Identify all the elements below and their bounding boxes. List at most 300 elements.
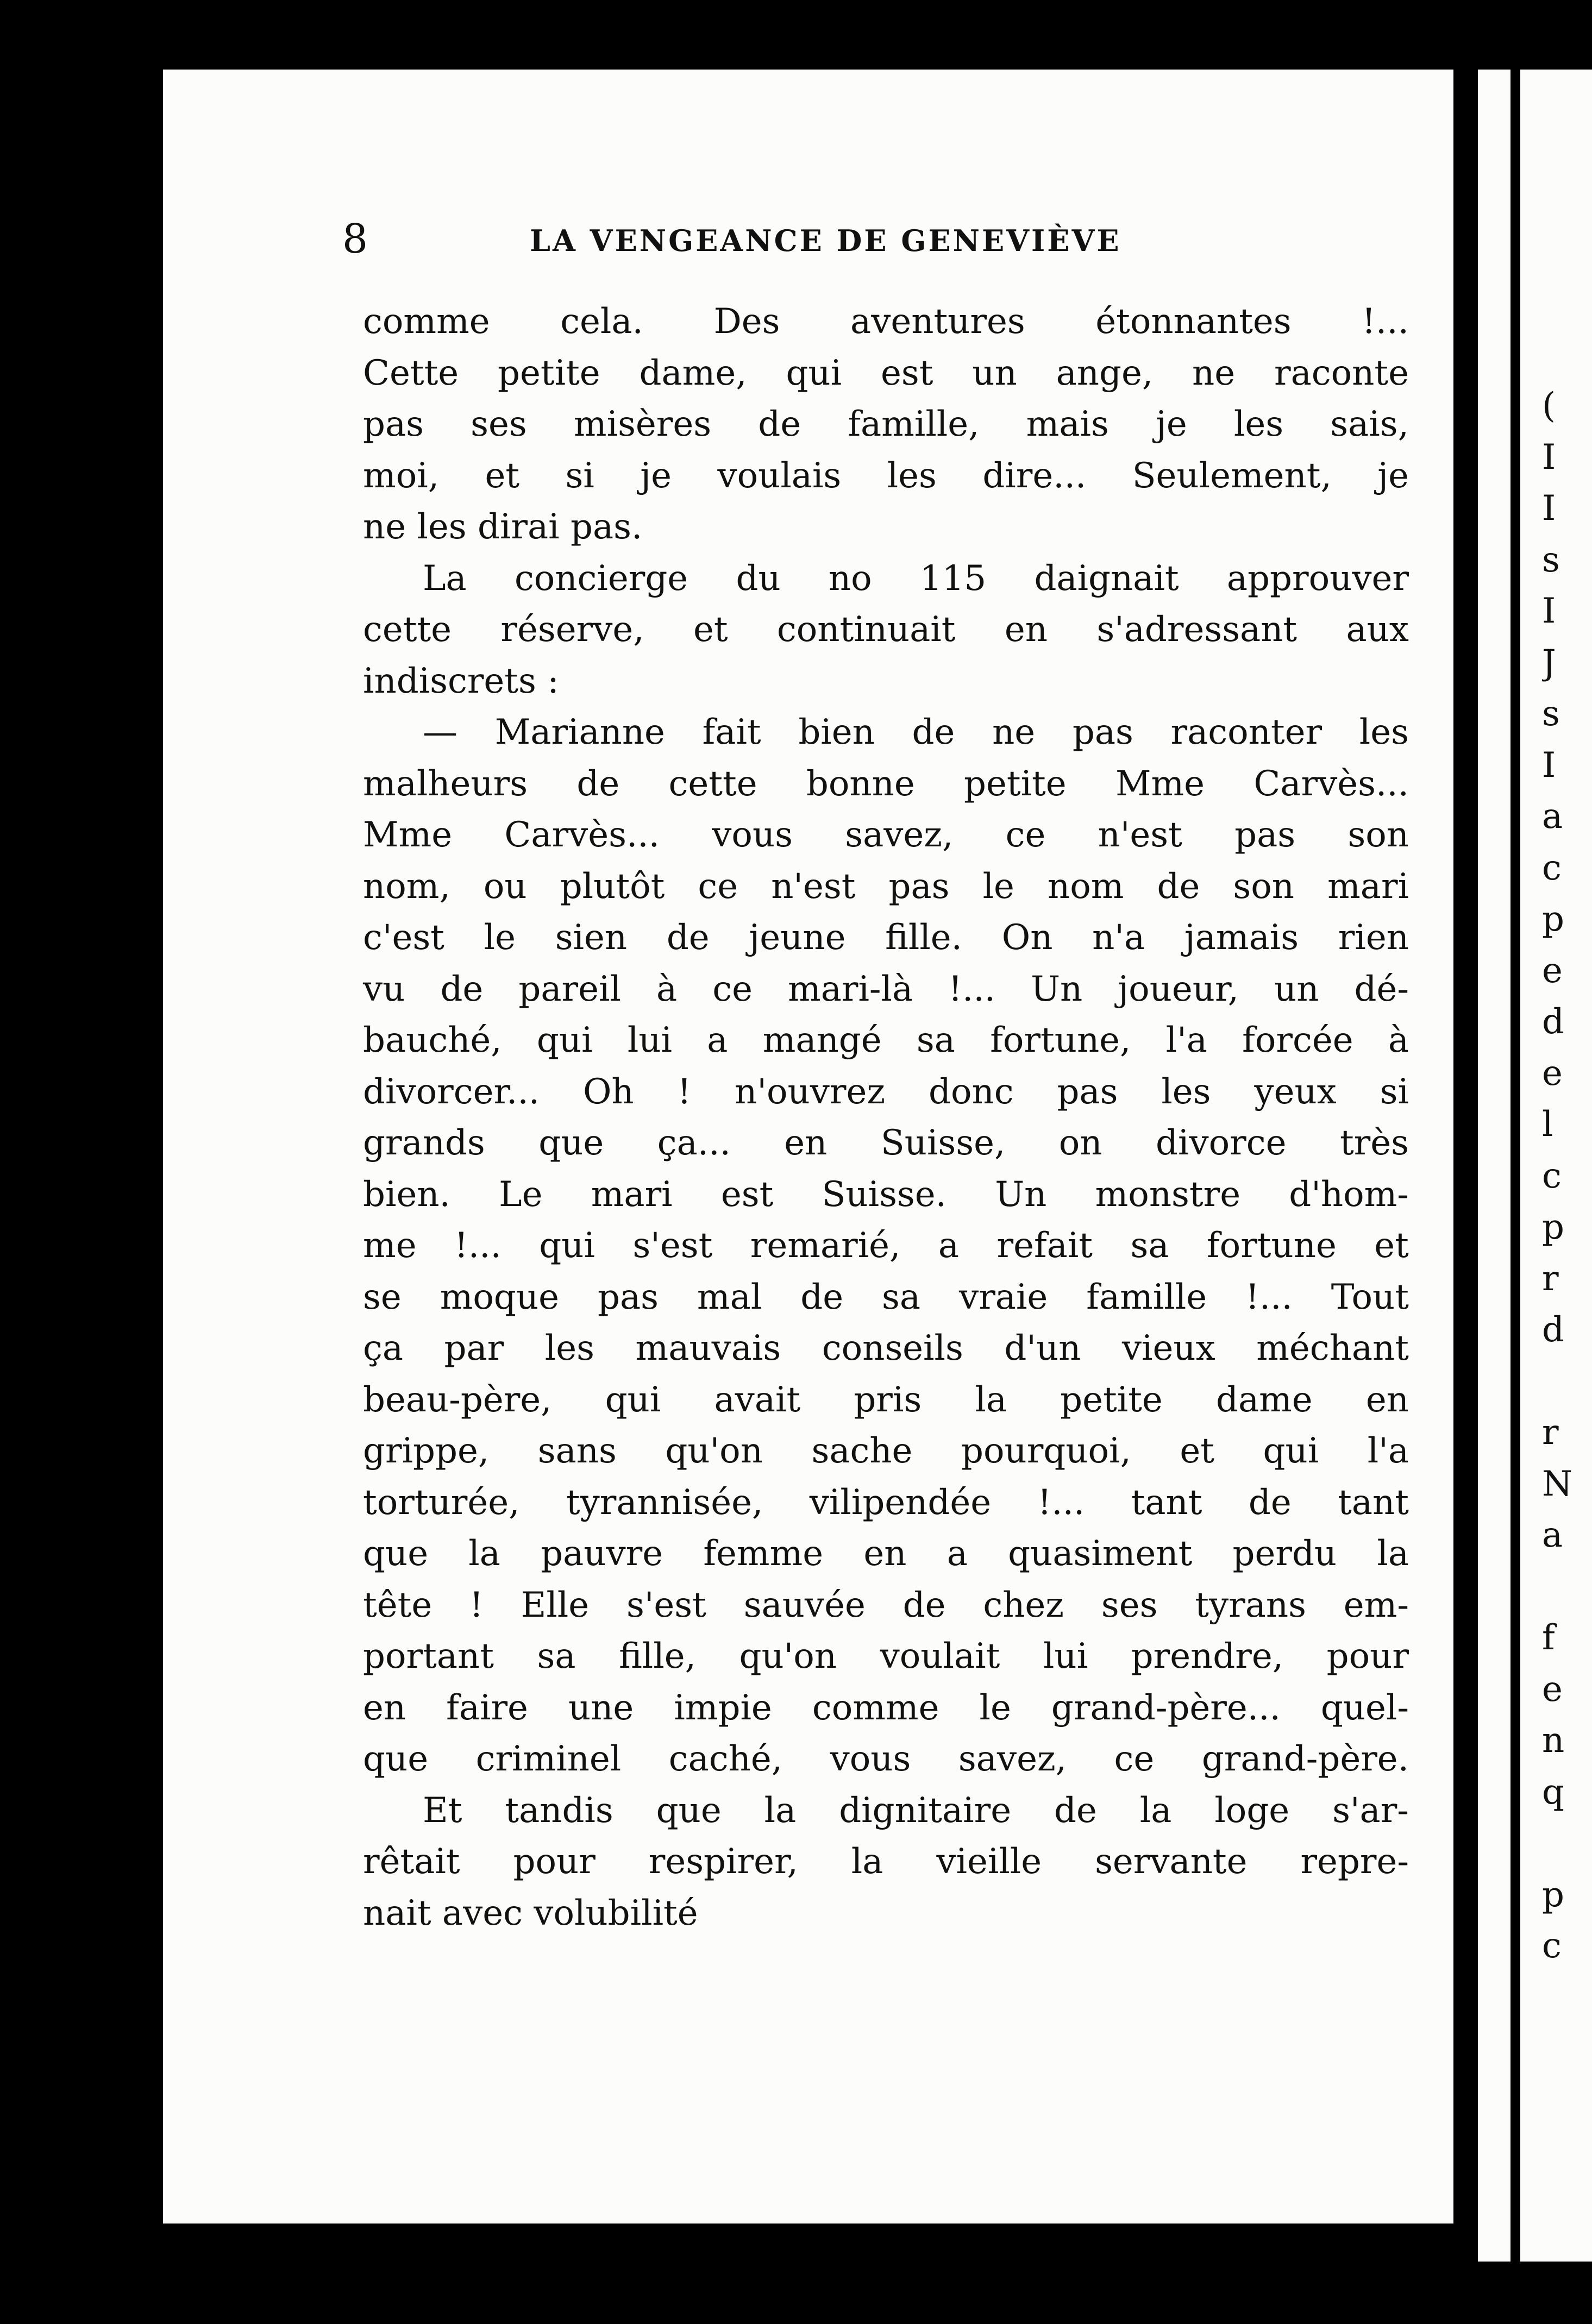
word: les bbox=[1359, 712, 1409, 752]
word: un bbox=[972, 353, 1017, 393]
word: très bbox=[1339, 1123, 1409, 1163]
page-number: 8 bbox=[342, 216, 368, 262]
word: sa bbox=[916, 1020, 955, 1060]
word: rien bbox=[1338, 918, 1409, 958]
word: de bbox=[440, 969, 484, 1009]
word: fille, bbox=[619, 1636, 696, 1676]
word: tête bbox=[363, 1585, 433, 1625]
word: nom bbox=[1047, 866, 1124, 907]
word: quasiment bbox=[1008, 1534, 1193, 1574]
word: la bbox=[975, 1379, 1007, 1420]
adjacent-page-fragment: ( bbox=[1542, 386, 1556, 426]
text-line bbox=[363, 399, 1409, 450]
word: pas bbox=[1072, 712, 1133, 752]
text-line bbox=[363, 1528, 1409, 1580]
word: cette bbox=[363, 610, 452, 650]
text-line bbox=[363, 707, 1409, 758]
word: jamais bbox=[1184, 918, 1299, 958]
word: d'hom- bbox=[1289, 1174, 1409, 1215]
word: dame, bbox=[639, 353, 747, 393]
word: chez bbox=[983, 1585, 1064, 1625]
word: dame bbox=[1215, 1379, 1313, 1420]
word: a bbox=[707, 1020, 728, 1060]
adjacent-page-fragment: p bbox=[1542, 1207, 1564, 1247]
word: qu'on bbox=[665, 1431, 763, 1471]
word: remarié, bbox=[750, 1226, 901, 1266]
word: bien bbox=[798, 712, 875, 752]
word: sien bbox=[555, 918, 628, 958]
word: !... bbox=[454, 1226, 502, 1266]
text-line bbox=[363, 1836, 1409, 1888]
word: Mme bbox=[1115, 763, 1205, 804]
word: la bbox=[764, 1790, 797, 1831]
word: perdu bbox=[1232, 1534, 1337, 1574]
text-line bbox=[363, 1323, 1409, 1374]
adjacent-page-fragment: d bbox=[1542, 1310, 1564, 1350]
adjacent-page-fragment: I bbox=[1542, 591, 1556, 631]
word: mangé bbox=[762, 1020, 882, 1060]
word: ange, bbox=[1056, 353, 1154, 393]
word: forcée bbox=[1242, 1020, 1353, 1060]
word: mauvais bbox=[635, 1328, 781, 1368]
word: de bbox=[576, 763, 620, 804]
word: Et bbox=[423, 1790, 462, 1831]
word: voulais bbox=[717, 455, 842, 496]
word: pas bbox=[597, 1277, 659, 1317]
word: daignait bbox=[1034, 558, 1179, 599]
word: que bbox=[363, 1534, 429, 1574]
text-line bbox=[363, 1477, 1409, 1529]
word: les bbox=[544, 1328, 594, 1368]
word: !... bbox=[948, 969, 995, 1009]
word: une bbox=[568, 1687, 634, 1728]
word: Un bbox=[995, 1174, 1047, 1215]
word: famille bbox=[1086, 1277, 1207, 1317]
word: conseils bbox=[822, 1328, 963, 1368]
word: savez, bbox=[958, 1739, 1067, 1779]
word: méchant bbox=[1256, 1328, 1409, 1368]
word: sa bbox=[1130, 1226, 1169, 1266]
word: son bbox=[1233, 866, 1295, 907]
word: s'est bbox=[626, 1585, 706, 1625]
word: fille. bbox=[885, 918, 963, 958]
word: vraie bbox=[959, 1277, 1048, 1317]
word: c'est bbox=[363, 918, 444, 958]
word: pas bbox=[1234, 815, 1296, 855]
word: — bbox=[423, 712, 457, 752]
word: n'ouvrez bbox=[735, 1071, 886, 1112]
adjacent-page-fragment: s bbox=[1542, 694, 1560, 734]
word: vieux bbox=[1121, 1328, 1215, 1368]
word: Le bbox=[499, 1174, 543, 1215]
adjacent-page-fragment: e bbox=[1542, 950, 1563, 991]
word: de bbox=[902, 1585, 946, 1625]
word: Des bbox=[713, 302, 780, 342]
word: sa bbox=[537, 1636, 576, 1676]
word: moque bbox=[440, 1277, 559, 1317]
word: ses bbox=[1101, 1585, 1158, 1625]
adjacent-page-fragment: l bbox=[1542, 1104, 1553, 1145]
word: ou bbox=[483, 866, 527, 907]
word: portant bbox=[363, 1636, 494, 1676]
word: de bbox=[1157, 866, 1200, 907]
word: beau-père, bbox=[363, 1379, 552, 1420]
word: les bbox=[1161, 1071, 1211, 1112]
word: no bbox=[828, 558, 872, 599]
word: et bbox=[1180, 1431, 1214, 1471]
word: est bbox=[880, 353, 933, 393]
word: et bbox=[1374, 1226, 1409, 1266]
word: les bbox=[1233, 404, 1284, 444]
word: Un bbox=[1031, 969, 1083, 1009]
word: s'est bbox=[632, 1226, 713, 1266]
adjacent-page-fragment: a bbox=[1542, 796, 1563, 837]
word: si bbox=[565, 455, 594, 496]
text-line bbox=[363, 296, 1409, 348]
word: tyrannisée, bbox=[566, 1482, 763, 1523]
adjacent-page-fragment: s bbox=[1542, 539, 1560, 580]
word: tandis bbox=[505, 1790, 613, 1831]
word: tant bbox=[1338, 1482, 1409, 1523]
adjacent-page-fragment: c bbox=[1542, 847, 1562, 888]
text-line bbox=[363, 964, 1409, 1015]
word: prendre, bbox=[1131, 1636, 1284, 1676]
word: de bbox=[912, 712, 955, 752]
text-line bbox=[363, 1425, 1409, 1477]
word: sache bbox=[811, 1431, 913, 1471]
word: qui bbox=[786, 353, 842, 393]
adjacent-page-text-fragments bbox=[1542, 380, 1592, 1972]
adjacent-page-fragment: p bbox=[1542, 899, 1564, 939]
word: grands bbox=[363, 1123, 485, 1163]
word: monstre bbox=[1095, 1174, 1241, 1215]
word: jeune bbox=[749, 918, 846, 958]
word: de bbox=[758, 404, 801, 444]
word: Suisse, bbox=[880, 1123, 1006, 1163]
word: voulait bbox=[880, 1636, 1000, 1676]
word: pas bbox=[363, 404, 424, 444]
word: tant bbox=[1131, 1482, 1202, 1523]
word: lui bbox=[627, 1020, 672, 1060]
word: dé- bbox=[1354, 969, 1409, 1009]
word: Carvès... bbox=[504, 815, 660, 855]
word: ! bbox=[469, 1585, 484, 1625]
word: concierge bbox=[514, 558, 688, 599]
adjacent-page-fragment: N bbox=[1542, 1464, 1572, 1504]
word: em- bbox=[1343, 1585, 1409, 1625]
word: torturée, bbox=[363, 1482, 520, 1523]
word: sans bbox=[537, 1431, 617, 1471]
word: les bbox=[887, 455, 937, 496]
word: !... bbox=[1037, 1482, 1085, 1523]
text-line bbox=[363, 1785, 1409, 1837]
word: savez, bbox=[845, 815, 954, 855]
word: petite bbox=[1060, 1379, 1163, 1420]
text-line bbox=[363, 604, 1409, 656]
word: faire bbox=[446, 1687, 528, 1728]
word: grand-père. bbox=[1201, 1739, 1409, 1779]
word: plutôt bbox=[560, 866, 665, 907]
word: de bbox=[1248, 1482, 1292, 1523]
word: ce bbox=[1114, 1739, 1155, 1779]
word: pour bbox=[513, 1842, 596, 1882]
word: fait bbox=[702, 712, 761, 752]
word: pris bbox=[854, 1379, 922, 1420]
word: dire... bbox=[982, 455, 1087, 496]
word: Elle bbox=[521, 1585, 590, 1625]
word: est bbox=[720, 1174, 774, 1215]
word: qui bbox=[539, 1226, 595, 1266]
word: sauvée bbox=[743, 1585, 866, 1625]
word: petite bbox=[498, 353, 600, 393]
word: un bbox=[1274, 969, 1319, 1009]
word: mal bbox=[697, 1277, 762, 1317]
word: pas bbox=[1057, 1071, 1118, 1112]
word: lui bbox=[1043, 1636, 1088, 1676]
body-text bbox=[363, 296, 1409, 1939]
word: raconte bbox=[1274, 353, 1409, 393]
word: tyrans bbox=[1195, 1585, 1306, 1625]
word: me bbox=[363, 1226, 417, 1266]
adjacent-page-fragment: d bbox=[1542, 1002, 1564, 1042]
word: refait bbox=[996, 1226, 1093, 1266]
word: la bbox=[468, 1534, 500, 1574]
word: La bbox=[423, 558, 467, 599]
word: continuait bbox=[776, 610, 956, 650]
word: !... bbox=[1362, 302, 1409, 342]
word: l'a bbox=[1165, 1020, 1207, 1060]
word: la bbox=[851, 1842, 883, 1882]
word: mais bbox=[1026, 404, 1109, 444]
word: Suisse. bbox=[822, 1174, 947, 1215]
word: qui bbox=[536, 1020, 593, 1060]
word: ! bbox=[677, 1071, 692, 1112]
word: vu bbox=[363, 969, 405, 1009]
word: a bbox=[947, 1534, 968, 1574]
word: Cette bbox=[363, 353, 459, 393]
adjacent-page-fragment bbox=[1542, 1561, 1592, 1613]
word: ses bbox=[471, 404, 527, 444]
word: dignitaire bbox=[839, 1790, 1012, 1831]
word: misères bbox=[573, 404, 712, 444]
word: par bbox=[444, 1328, 504, 1368]
word: en bbox=[1365, 1379, 1409, 1420]
text-line bbox=[363, 809, 1409, 861]
text-line bbox=[363, 348, 1409, 399]
word: étonnantes bbox=[1095, 302, 1292, 342]
text-line bbox=[363, 553, 1409, 605]
adjacent-page-fragment: r bbox=[1542, 1412, 1559, 1453]
word: pauvre bbox=[541, 1534, 663, 1574]
word: ce bbox=[698, 866, 738, 907]
text-line bbox=[363, 1169, 1409, 1221]
page-divider bbox=[1510, 70, 1520, 2262]
word: 115 bbox=[920, 558, 987, 599]
word: on bbox=[1058, 1123, 1102, 1163]
word: ça bbox=[363, 1328, 403, 1368]
word: l'a bbox=[1367, 1431, 1409, 1471]
word: en bbox=[1004, 610, 1048, 650]
text-line bbox=[363, 1374, 1409, 1426]
word: mari bbox=[1327, 866, 1409, 907]
word: sa bbox=[882, 1277, 921, 1317]
word: Carvès... bbox=[1253, 763, 1409, 804]
word: vous bbox=[830, 1739, 911, 1779]
word: se bbox=[363, 1277, 402, 1317]
word: ça... bbox=[657, 1123, 731, 1163]
word: petite bbox=[964, 763, 1067, 804]
word: !... bbox=[1245, 1277, 1293, 1317]
word: vilipendée bbox=[809, 1482, 992, 1523]
word: que bbox=[538, 1123, 604, 1163]
word: de bbox=[666, 918, 710, 958]
word: Marianne bbox=[494, 712, 665, 752]
word: de bbox=[800, 1277, 844, 1317]
word: du bbox=[736, 558, 781, 599]
running-header bbox=[342, 215, 1228, 263]
word: qui bbox=[1263, 1431, 1319, 1471]
word: je bbox=[1156, 404, 1187, 444]
word: bauché, bbox=[363, 1020, 502, 1060]
word: a bbox=[938, 1226, 960, 1266]
word: Tout bbox=[1331, 1277, 1409, 1317]
word: caché, bbox=[668, 1739, 783, 1779]
adjacent-page-fragment: c bbox=[1542, 1926, 1562, 1966]
adjacent-page-fragment: n bbox=[1542, 1720, 1565, 1761]
word: je bbox=[640, 455, 672, 496]
word: n'a bbox=[1092, 918, 1145, 958]
word: On bbox=[1001, 918, 1053, 958]
word: et bbox=[693, 610, 728, 650]
word: moi, bbox=[363, 455, 440, 496]
word: nom, bbox=[363, 866, 450, 907]
word: n'est bbox=[771, 866, 856, 907]
adjacent-page-fragment bbox=[1542, 1356, 1592, 1408]
word: n'est bbox=[1098, 815, 1182, 855]
text-line: indiscrets : bbox=[363, 661, 559, 701]
word: que bbox=[656, 1790, 722, 1831]
word: avait bbox=[714, 1379, 801, 1420]
word: pareil bbox=[518, 969, 621, 1009]
word: en bbox=[863, 1534, 907, 1574]
word: son bbox=[1347, 815, 1409, 855]
word: impie bbox=[674, 1687, 772, 1728]
text-line bbox=[363, 758, 1409, 810]
word: pour bbox=[1326, 1636, 1409, 1676]
word: et bbox=[485, 455, 520, 496]
adjacent-page-fragment: a bbox=[1542, 1515, 1563, 1555]
word: donc bbox=[928, 1071, 1014, 1112]
word: grand-père... bbox=[1051, 1687, 1281, 1728]
adjacent-page-fragment: J bbox=[1542, 642, 1556, 683]
word: cela. bbox=[560, 302, 643, 342]
word: femme bbox=[703, 1534, 824, 1574]
word: Mme bbox=[363, 815, 453, 855]
word: grippe, bbox=[363, 1431, 490, 1471]
word: à bbox=[656, 969, 678, 1009]
word: s'ar- bbox=[1332, 1790, 1409, 1831]
word: d'un bbox=[1004, 1328, 1081, 1368]
text-line bbox=[363, 1272, 1409, 1323]
running-title: LA VENGEANCE DE GENEVIÈVE bbox=[530, 223, 1121, 258]
word: le bbox=[982, 866, 1014, 907]
word: ce bbox=[712, 969, 753, 1009]
word: vous bbox=[712, 815, 793, 855]
adjacent-page-fragment: I bbox=[1542, 488, 1556, 529]
word: Oh bbox=[582, 1071, 634, 1112]
word: s'adressant bbox=[1096, 610, 1298, 650]
adjacent-page-fragment: e bbox=[1542, 1053, 1563, 1094]
adjacent-page-fragment: I bbox=[1542, 437, 1556, 478]
text-line bbox=[363, 1682, 1409, 1734]
word: bien. bbox=[363, 1174, 450, 1215]
text-line bbox=[363, 1631, 1409, 1682]
word: que bbox=[363, 1739, 429, 1779]
word: rêtait bbox=[363, 1842, 460, 1882]
text-line: ne les dirai pas. bbox=[363, 507, 643, 547]
word: raconter bbox=[1170, 712, 1323, 752]
word: mari bbox=[591, 1174, 673, 1215]
word: vieille bbox=[936, 1842, 1042, 1882]
word: ne bbox=[992, 712, 1036, 752]
text-line bbox=[363, 1220, 1409, 1272]
word: criminel bbox=[475, 1739, 622, 1779]
word: Seulement, bbox=[1132, 455, 1332, 496]
adjacent-page-fragment bbox=[1542, 1818, 1592, 1869]
text-line bbox=[363, 1015, 1409, 1066]
word: bonne bbox=[806, 763, 915, 804]
word: malheurs bbox=[363, 763, 528, 804]
text-line bbox=[363, 450, 1409, 502]
word: pourquoi, bbox=[961, 1431, 1131, 1471]
word: quel- bbox=[1320, 1687, 1409, 1728]
word: loge bbox=[1214, 1790, 1290, 1831]
word: la bbox=[1377, 1534, 1409, 1574]
binding-gutter-noise bbox=[117, 65, 133, 2265]
word: si bbox=[1380, 1071, 1409, 1112]
text-line bbox=[363, 1066, 1409, 1118]
word: comme bbox=[363, 302, 490, 342]
adjacent-page-fragment: f bbox=[1542, 1618, 1555, 1658]
word: le bbox=[484, 918, 516, 958]
word: sais, bbox=[1330, 404, 1409, 444]
word: mari-là bbox=[788, 969, 913, 1009]
word: qu'on bbox=[739, 1636, 837, 1676]
word: ne bbox=[1192, 353, 1236, 393]
text-line bbox=[363, 861, 1409, 913]
text-line: nait avec volubilité bbox=[363, 1893, 698, 1933]
word: approuver bbox=[1226, 558, 1409, 599]
word: la bbox=[1139, 1790, 1172, 1831]
word: je bbox=[1377, 455, 1409, 496]
word: pas bbox=[888, 866, 950, 907]
text-line bbox=[363, 1117, 1409, 1169]
word: à bbox=[1388, 1020, 1409, 1060]
word: ce bbox=[1005, 815, 1046, 855]
word: fortune bbox=[1206, 1226, 1337, 1266]
word: yeux bbox=[1254, 1071, 1337, 1112]
word: en bbox=[363, 1687, 406, 1728]
word: famille, bbox=[848, 404, 980, 444]
adjacent-page-fragment: e bbox=[1542, 1669, 1563, 1710]
word: le bbox=[979, 1687, 1011, 1728]
text-line bbox=[363, 1733, 1409, 1785]
word: repre- bbox=[1300, 1842, 1409, 1882]
adjacent-page-fragment: p bbox=[1542, 1874, 1564, 1915]
word: aventures bbox=[850, 302, 1025, 342]
text-line bbox=[363, 1580, 1409, 1631]
adjacent-page-fragment: r bbox=[1542, 1258, 1559, 1299]
